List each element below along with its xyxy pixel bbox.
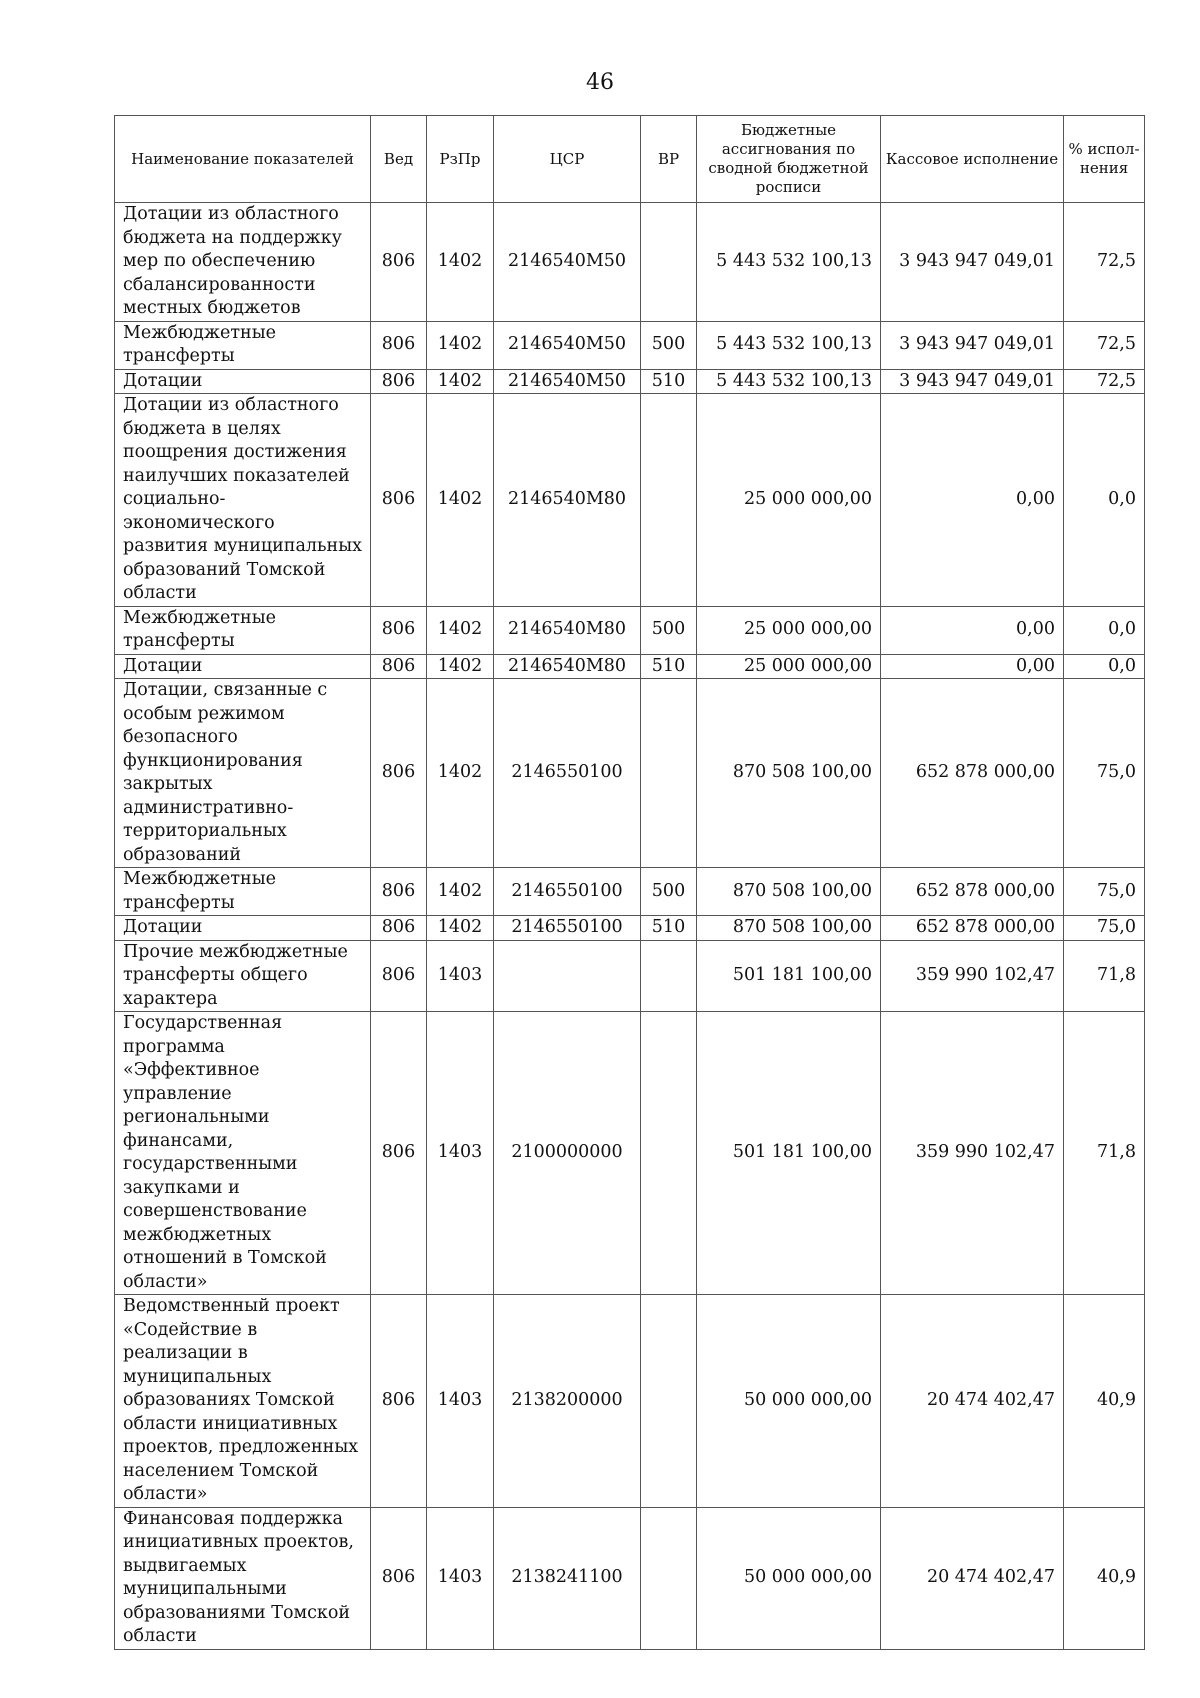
cell-vr xyxy=(641,1012,697,1295)
budget-execution-table xyxy=(114,115,1145,1650)
cell-rzpr: 1402 xyxy=(427,679,494,868)
cell-ved: 806 xyxy=(371,1012,427,1295)
cell-name: Прочие межбюджетные трансферты общего характера xyxy=(115,940,371,1012)
cell-budget: 501 181 100,00 xyxy=(697,1012,881,1295)
cell-name: Межбюджетные трансферты xyxy=(115,606,371,654)
cell-budget: 501 181 100,00 xyxy=(697,940,881,1012)
cell-percent: 72,5 xyxy=(1064,203,1145,322)
cell-budget: 5 443 532 100,13 xyxy=(697,369,881,394)
cell-rzpr: 1403 xyxy=(427,1012,494,1295)
header-name: Наименование показателей xyxy=(115,116,371,203)
cell-name: Дотации xyxy=(115,916,371,941)
cell-ved: 806 xyxy=(371,394,427,607)
header-percent: % испол-нения xyxy=(1064,116,1145,203)
header-vr: ВР xyxy=(641,116,697,203)
cell-csr: 2146550100 xyxy=(494,868,641,916)
cell-vr xyxy=(641,203,697,322)
cell-rzpr: 1402 xyxy=(427,321,494,369)
header-csr: ЦСР xyxy=(494,116,641,203)
table-row xyxy=(115,606,1145,654)
cell-csr: 2138241100 xyxy=(494,1507,641,1649)
cell-cash: 0,00 xyxy=(881,394,1064,607)
cell-percent: 75,0 xyxy=(1064,868,1145,916)
header-budget: Бюджетные ассигнования по сводной бюджетной росписи xyxy=(697,116,881,203)
cell-cash: 359 990 102,47 xyxy=(881,940,1064,1012)
cell-vr xyxy=(641,679,697,868)
cell-csr: 2146540М80 xyxy=(494,394,641,607)
cell-name: Дотации xyxy=(115,654,371,679)
cell-csr xyxy=(494,940,641,1012)
header-cash: Кассовое исполнение xyxy=(881,116,1064,203)
cell-vr xyxy=(641,1507,697,1649)
table-row xyxy=(115,1012,1145,1295)
cell-csr: 2146540М80 xyxy=(494,654,641,679)
cell-rzpr: 1402 xyxy=(427,868,494,916)
cell-rzpr: 1402 xyxy=(427,369,494,394)
cell-cash: 0,00 xyxy=(881,654,1064,679)
cell-ved: 806 xyxy=(371,1507,427,1649)
cell-vr: 510 xyxy=(641,916,697,941)
cell-budget: 25 000 000,00 xyxy=(697,654,881,679)
cell-rzpr: 1402 xyxy=(427,606,494,654)
cell-percent: 72,5 xyxy=(1064,369,1145,394)
cell-name: Межбюджетные трансферты xyxy=(115,868,371,916)
header-rzpr: РзПр xyxy=(427,116,494,203)
cell-name: Дотации из областного бюджета в целях поощрения достижения наилучших показателей социально-экономического развития муниципальных образований Томской области xyxy=(115,394,371,607)
cell-cash: 20 474 402,47 xyxy=(881,1295,1064,1508)
table-row xyxy=(115,369,1145,394)
cell-csr: 2100000000 xyxy=(494,1012,641,1295)
cell-percent: 40,9 xyxy=(1064,1507,1145,1649)
cell-vr xyxy=(641,940,697,1012)
cell-csr: 2146550100 xyxy=(494,679,641,868)
cell-budget: 25 000 000,00 xyxy=(697,606,881,654)
cell-budget: 50 000 000,00 xyxy=(697,1295,881,1508)
cell-percent: 40,9 xyxy=(1064,1295,1145,1508)
cell-ved: 806 xyxy=(371,868,427,916)
cell-name: Дотации, связанные с особым режимом безопасного функционирования закрытых административно-территориальных образований xyxy=(115,679,371,868)
cell-vr: 510 xyxy=(641,369,697,394)
cell-budget: 25 000 000,00 xyxy=(697,394,881,607)
cell-name: Дотации xyxy=(115,369,371,394)
cell-percent: 71,8 xyxy=(1064,1012,1145,1295)
cell-csr: 2146540М50 xyxy=(494,321,641,369)
cell-rzpr: 1403 xyxy=(427,940,494,1012)
cell-vr: 510 xyxy=(641,654,697,679)
cell-csr: 2146540М50 xyxy=(494,203,641,322)
cell-percent: 72,5 xyxy=(1064,321,1145,369)
cell-percent: 71,8 xyxy=(1064,940,1145,1012)
cell-vr xyxy=(641,1295,697,1508)
cell-csr: 2138200000 xyxy=(494,1295,641,1508)
cell-vr: 500 xyxy=(641,606,697,654)
cell-ved: 806 xyxy=(371,321,427,369)
cell-budget: 50 000 000,00 xyxy=(697,1507,881,1649)
cell-ved: 806 xyxy=(371,679,427,868)
cell-rzpr: 1402 xyxy=(427,916,494,941)
cell-budget: 5 443 532 100,13 xyxy=(697,203,881,322)
cell-budget: 5 443 532 100,13 xyxy=(697,321,881,369)
table-row xyxy=(115,654,1145,679)
cell-cash: 359 990 102,47 xyxy=(881,1012,1064,1295)
table-row xyxy=(115,679,1145,868)
table-row xyxy=(115,1507,1145,1649)
cell-name: Дотации из областного бюджета на поддержку мер по обеспечению сбалансированности местных бюджетов xyxy=(115,203,371,322)
cell-cash: 0,00 xyxy=(881,606,1064,654)
table-row xyxy=(115,394,1145,607)
cell-percent: 0,0 xyxy=(1064,606,1145,654)
cell-name: Ведомственный проект «Содействие в реализации в муниципальных образованиях Томской области инициативных проектов, предложенных населением Томской области» xyxy=(115,1295,371,1508)
cell-ved: 806 xyxy=(371,203,427,322)
header-row xyxy=(115,116,1145,203)
cell-rzpr: 1402 xyxy=(427,394,494,607)
cell-ved: 806 xyxy=(371,369,427,394)
table-row xyxy=(115,916,1145,941)
cell-name: Государственная программа «Эффективное управление региональными финансами, государственными закупками и совершенствование межбюджетных отношений в Томской области» xyxy=(115,1012,371,1295)
header-ved: Вед xyxy=(371,116,427,203)
cell-budget: 870 508 100,00 xyxy=(697,868,881,916)
cell-ved: 806 xyxy=(371,606,427,654)
cell-csr: 2146550100 xyxy=(494,916,641,941)
cell-ved: 806 xyxy=(371,1295,427,1508)
table-row xyxy=(115,321,1145,369)
page-number: 46 xyxy=(586,70,614,95)
cell-vr xyxy=(641,394,697,607)
cell-cash: 3 943 947 049,01 xyxy=(881,203,1064,322)
cell-name: Финансовая поддержка инициативных проектов, выдвигаемых муниципальными образованиями Томской области xyxy=(115,1507,371,1649)
table-row xyxy=(115,203,1145,322)
cell-budget: 870 508 100,00 xyxy=(697,916,881,941)
table-row xyxy=(115,868,1145,916)
cell-rzpr: 1403 xyxy=(427,1295,494,1508)
cell-ved: 806 xyxy=(371,654,427,679)
cell-csr: 2146540М80 xyxy=(494,606,641,654)
cell-name: Межбюджетные трансферты xyxy=(115,321,371,369)
cell-cash: 3 943 947 049,01 xyxy=(881,321,1064,369)
cell-csr: 2146540М50 xyxy=(494,369,641,394)
cell-rzpr: 1402 xyxy=(427,203,494,322)
cell-percent: 0,0 xyxy=(1064,394,1145,607)
table-row xyxy=(115,1295,1145,1508)
cell-rzpr: 1403 xyxy=(427,1507,494,1649)
cell-cash: 20 474 402,47 xyxy=(881,1507,1064,1649)
cell-vr: 500 xyxy=(641,321,697,369)
cell-vr: 500 xyxy=(641,868,697,916)
cell-budget: 870 508 100,00 xyxy=(697,679,881,868)
cell-rzpr: 1402 xyxy=(427,654,494,679)
cell-cash: 3 943 947 049,01 xyxy=(881,369,1064,394)
cell-cash: 652 878 000,00 xyxy=(881,916,1064,941)
cell-percent: 75,0 xyxy=(1064,679,1145,868)
cell-percent: 0,0 xyxy=(1064,654,1145,679)
cell-ved: 806 xyxy=(371,940,427,1012)
table-body xyxy=(115,203,1145,1650)
table-row xyxy=(115,940,1145,1012)
cell-cash: 652 878 000,00 xyxy=(881,679,1064,868)
cell-cash: 652 878 000,00 xyxy=(881,868,1064,916)
cell-percent: 75,0 xyxy=(1064,916,1145,941)
cell-ved: 806 xyxy=(371,916,427,941)
